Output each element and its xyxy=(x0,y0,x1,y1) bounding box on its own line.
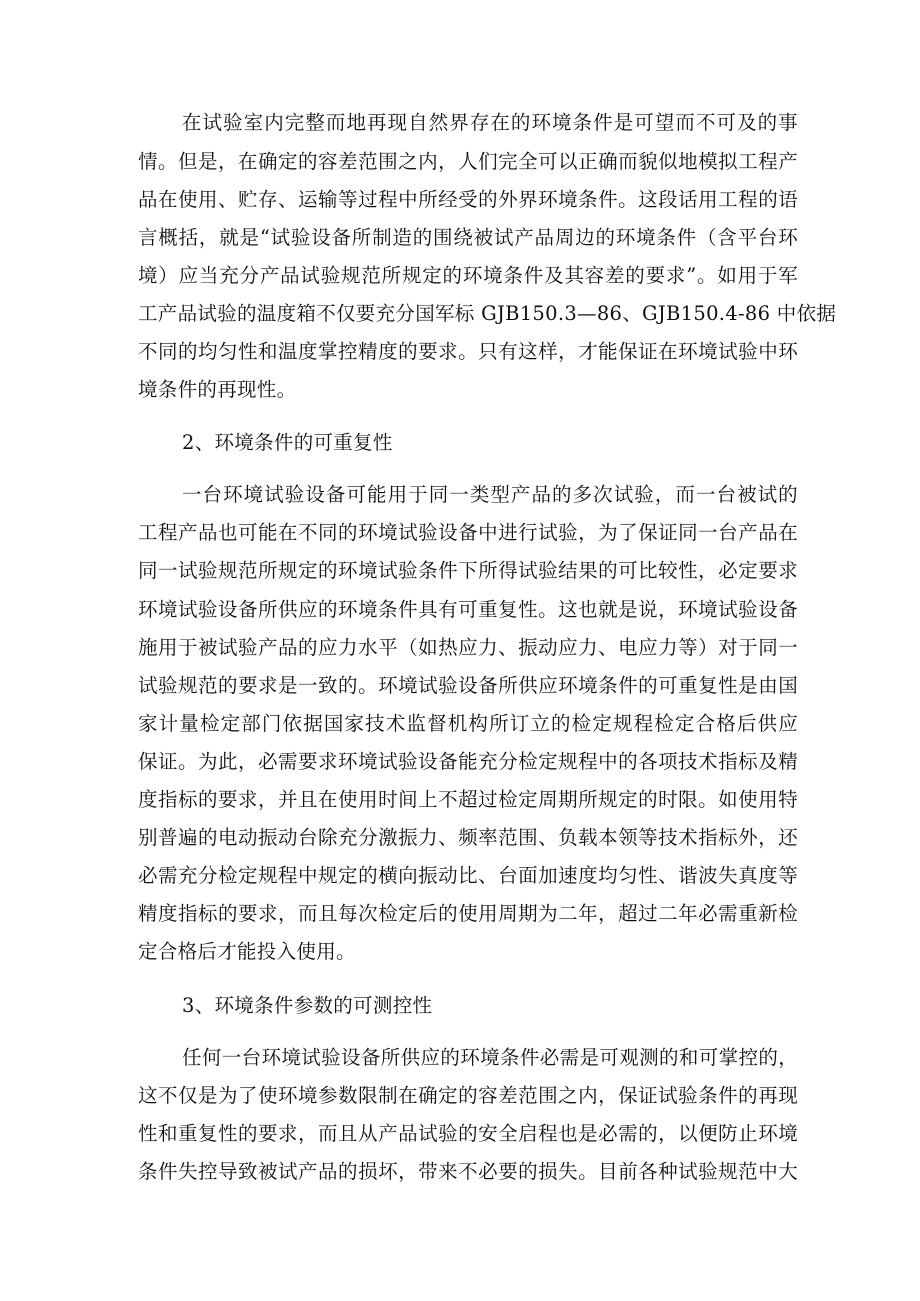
paragraph-line: 保证。为此，必需要求环境试验设备能充分检定规程中的各项技术指标及精 xyxy=(138,750,798,773)
paragraph-line: 情。但是，在确定的容差范围之内，人们完全可以正确而貌似地模拟工程产 xyxy=(138,150,798,173)
paragraph-line: 家计量检定部门依据国家技术监督机构所订立的检定规程检定合格后供应 xyxy=(138,712,798,735)
paragraph-line: 品在使用、贮存、运输等过程中所经受的外界环境条件。这段话用工程的语 xyxy=(138,188,798,211)
paragraph-line: 言概括，就是“试验设备所制造的围绕被试产品周边的环境条件（含平台环 xyxy=(138,226,798,249)
paragraph-line: 工程产品也可能在不同的环境试验设备中进行试验，为了保证同一台产品在 xyxy=(138,521,798,544)
paragraph-line: 精度指标的要求，而且每次检定后的使用周期为二年，超过二年必需重新检 xyxy=(138,902,798,925)
paragraph-line: 在试验室内完整而地再现自然界存在的环境条件是可望而不可及的事 xyxy=(182,111,798,134)
paragraph-line: 一台环境试验设备可能用于同一类型产品的多次试验，而一台被试的 xyxy=(182,483,798,506)
paragraph-line: 必需充分检定规程中规定的横向振动比、台面加速度均匀性、谐波失真度等 xyxy=(138,864,798,887)
paragraph-line: 施用于被试验产品的应力水平（如热应力、振动应力、电应力等）对于同一 xyxy=(138,636,798,659)
paragraph-line: 任何一台环境试验设备所供应的环境条件必需是可观测的和可掌控的， xyxy=(182,1046,798,1069)
paragraph-line: 境条件的再现性。 xyxy=(138,378,297,401)
paragraph-line: 定合格后才能投入使用。 xyxy=(138,940,356,963)
paragraph-line: 别普遍的电动振动台除充分激振力、频率范围、负载本领等技术指标外，还 xyxy=(138,826,798,849)
paragraph-line: 工产品试验的温度箱不仅要充分国军标 GJB150.3—86、GJB150.4-86 中依据 xyxy=(138,302,837,325)
paragraph-line: 性和重复性的要求，而且从产品试验的安全启程也是必需的，以便防止环境 xyxy=(138,1122,798,1145)
paragraph-line: 环境试验设备所供应的环境条件具有可重复性。这也就是说，环境试验设备 xyxy=(138,598,798,621)
paragraph-line: 条件失控导致被试产品的损坏，带来不必要的损失。目前各种试验规范中大 xyxy=(138,1160,798,1183)
paragraph-line: 这不仅是为了使环境参数限制在确定的容差范围之内，保证试验条件的再现 xyxy=(138,1084,798,1107)
paragraph-line: 度指标的要求，并且在使用时间上不超过检定周期所规定的时限。如使用特 xyxy=(138,788,798,811)
section-heading-3: 3、环境条件参数的可测控性 xyxy=(182,994,433,1017)
paragraph-line: 试验规范的要求是一致的。环境试验设备所供应环境条件的可重复性是由国 xyxy=(138,674,798,697)
paragraph-line: 同一试验规范所规定的环境试验条件下所得试验结果的可比较性，必定要求 xyxy=(138,559,798,582)
section-heading-2: 2、环境条件的可重复性 xyxy=(182,431,393,454)
paragraph-line: 境）应当充分产品试验规范所规定的环境条件及其容差的要求”。如用于军 xyxy=(138,264,798,287)
paragraph-line: 不同的均匀性和温度掌控精度的要求。只有这样，才能保证在环境试验中环 xyxy=(138,340,798,363)
